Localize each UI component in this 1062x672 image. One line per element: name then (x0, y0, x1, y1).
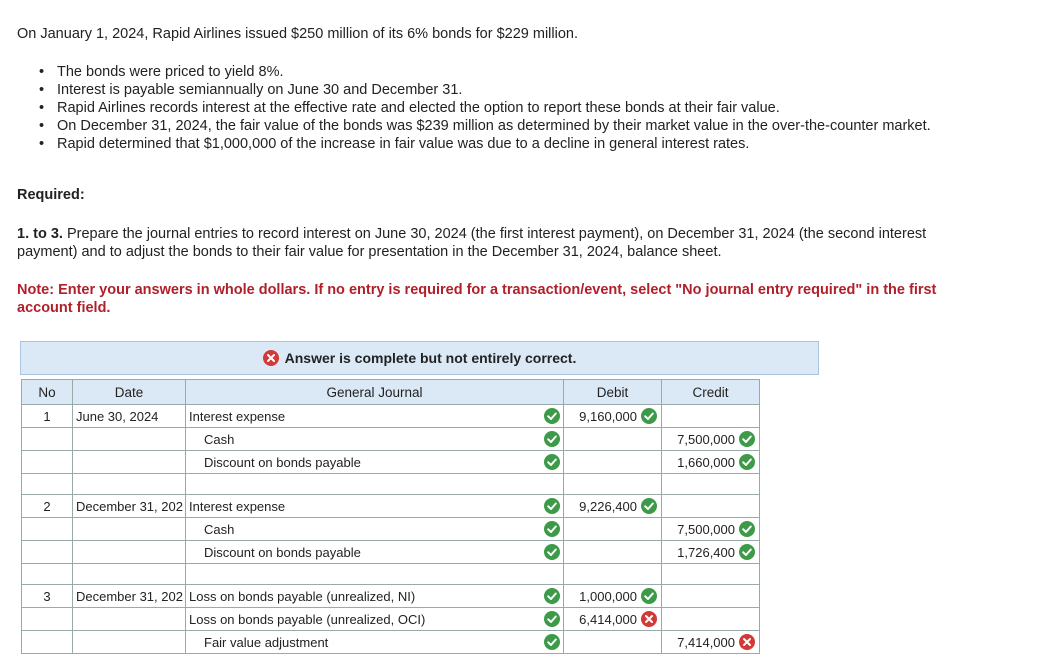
entry-number-empty (22, 451, 73, 474)
correct-icon (544, 588, 560, 604)
col-header-debit: Debit (564, 380, 662, 405)
entry-date-cell[interactable]: June 30, 2024 (73, 405, 186, 428)
account-select[interactable]: Loss on bonds payable (unrealized, NI) (186, 585, 564, 608)
entry-number-empty (22, 608, 73, 631)
table-row-blank (22, 564, 760, 585)
debit-input[interactable] (564, 474, 662, 495)
journal-table (21, 379, 760, 654)
incorrect-icon (641, 611, 657, 627)
entry-date-empty (73, 631, 186, 654)
account-select[interactable]: Loss on bonds payable (unrealized, OCI) (186, 608, 564, 631)
table-row (22, 428, 760, 451)
bullet-item: • The bonds were priced to yield 8%. (39, 64, 284, 80)
debit-input[interactable] (564, 451, 662, 474)
entry-date-empty (73, 541, 186, 564)
bullet-item: • Interest is payable semiannually on June 30 and December 31. (39, 82, 463, 98)
incorrect-icon (739, 634, 755, 650)
instruction-text (17, 225, 957, 261)
correct-icon (544, 454, 560, 470)
account-select[interactable]: Discount on bonds payable (186, 451, 564, 474)
correct-icon (544, 611, 560, 627)
entry-date-empty (73, 608, 186, 631)
table-row (22, 518, 760, 541)
correct-icon (739, 454, 755, 470)
credit-input[interactable] (662, 564, 760, 585)
bullet-item: • Rapid determined that $1,000,000 of the increase in fair value was due to a decline in general interest rates. (39, 136, 750, 152)
correct-icon (544, 544, 560, 560)
problem-intro: On January 1, 2024, Rapid Airlines issued $250 million of its 6% bonds for $229 million. (17, 26, 578, 42)
correct-icon (544, 498, 560, 514)
entry-number: 2 (22, 495, 73, 518)
entry-number-empty (22, 541, 73, 564)
entry-number-empty (22, 518, 73, 541)
correct-icon (544, 431, 560, 447)
entry-date-cell[interactable]: December 31, 202 (73, 495, 186, 518)
bullet-item: • Rapid Airlines records interest at the effective rate and elected the option to report these bonds at their fair value. (39, 100, 780, 116)
debit-input[interactable] (564, 564, 662, 585)
account-select[interactable]: Interest expense (186, 495, 564, 518)
col-header-date: Date (73, 380, 186, 405)
table-row (22, 631, 760, 654)
required-heading: Required: (17, 187, 85, 203)
note-text: Note: Enter your answers in whole dollars. If no entry is required for a transaction/event, select "No journal entry required" in the first account field. (17, 282, 937, 316)
account-select[interactable]: Interest expense (186, 405, 564, 428)
instruction-prefix: 1. to 3. (17, 226, 63, 242)
correct-icon (739, 544, 755, 560)
debit-input[interactable] (564, 541, 662, 564)
table-row (22, 608, 760, 631)
table-row (22, 495, 760, 518)
correct-icon (739, 521, 755, 537)
credit-input[interactable]: 7,500,000 (662, 428, 760, 451)
entry-date-cell[interactable] (73, 474, 186, 495)
entry-number: 1 (22, 405, 73, 428)
correct-icon (641, 408, 657, 424)
debit-input[interactable] (564, 518, 662, 541)
entry-number: 3 (22, 585, 73, 608)
debit-input[interactable]: 1,000,000 (564, 585, 662, 608)
incorrect-icon (263, 350, 279, 366)
account-select[interactable]: Discount on bonds payable (186, 541, 564, 564)
credit-input[interactable] (662, 585, 760, 608)
problem-bullets (36, 63, 966, 153)
account-select[interactable] (186, 564, 564, 585)
credit-input[interactable]: 7,414,000 (662, 631, 760, 654)
answer-status-banner: Answer is complete but not entirely correct. (20, 341, 819, 375)
instruction-body: Prepare the journal entries to record interest on June 30, 2024 (the first interest payment), on December 31, 2024 (the second interest payment) and to adjust the bonds to their fair value for presentation in the December 31, 2024, balance sheet. (17, 226, 927, 260)
col-header-general-journal: General Journal (186, 380, 564, 405)
debit-input[interactable]: 9,226,400 (564, 495, 662, 518)
correct-icon (739, 431, 755, 447)
table-row (22, 451, 760, 474)
credit-input[interactable] (662, 474, 760, 495)
table-row (22, 585, 760, 608)
credit-input[interactable]: 1,660,000 (662, 451, 760, 474)
table-row-blank (22, 474, 760, 495)
credit-input[interactable]: 1,726,400 (662, 541, 760, 564)
table-row (22, 405, 760, 428)
credit-input[interactable] (662, 495, 760, 518)
col-header-no: No (22, 380, 73, 405)
entry-date-cell[interactable] (73, 564, 186, 585)
entry-number-empty (22, 428, 73, 451)
account-select[interactable]: Fair value adjustment (186, 631, 564, 654)
debit-input[interactable] (564, 631, 662, 654)
entry-date-cell[interactable]: December 31, 202 (73, 585, 186, 608)
credit-input[interactable] (662, 405, 760, 428)
correct-icon (544, 408, 560, 424)
account-select[interactable]: Cash (186, 428, 564, 451)
debit-input[interactable] (564, 428, 662, 451)
entry-date-empty (73, 451, 186, 474)
debit-input[interactable]: 9,160,000 (564, 405, 662, 428)
correct-icon (641, 498, 657, 514)
correct-icon (641, 588, 657, 604)
correct-icon (544, 521, 560, 537)
table-row (22, 541, 760, 564)
entry-date-empty (73, 518, 186, 541)
account-select[interactable] (186, 474, 564, 495)
credit-input[interactable] (662, 608, 760, 631)
bullet-item: • On December 31, 2024, the fair value of the bonds was $239 million as determined by their market value in the over-the-counter market. (39, 118, 931, 134)
account-select[interactable]: Cash (186, 518, 564, 541)
correct-icon (544, 634, 560, 650)
entry-date-empty (73, 428, 186, 451)
col-header-credit: Credit (662, 380, 760, 405)
debit-input[interactable]: 6,414,000 (564, 608, 662, 631)
journal-body (22, 405, 760, 654)
credit-input[interactable]: 7,500,000 (662, 518, 760, 541)
entry-number-empty (22, 631, 73, 654)
